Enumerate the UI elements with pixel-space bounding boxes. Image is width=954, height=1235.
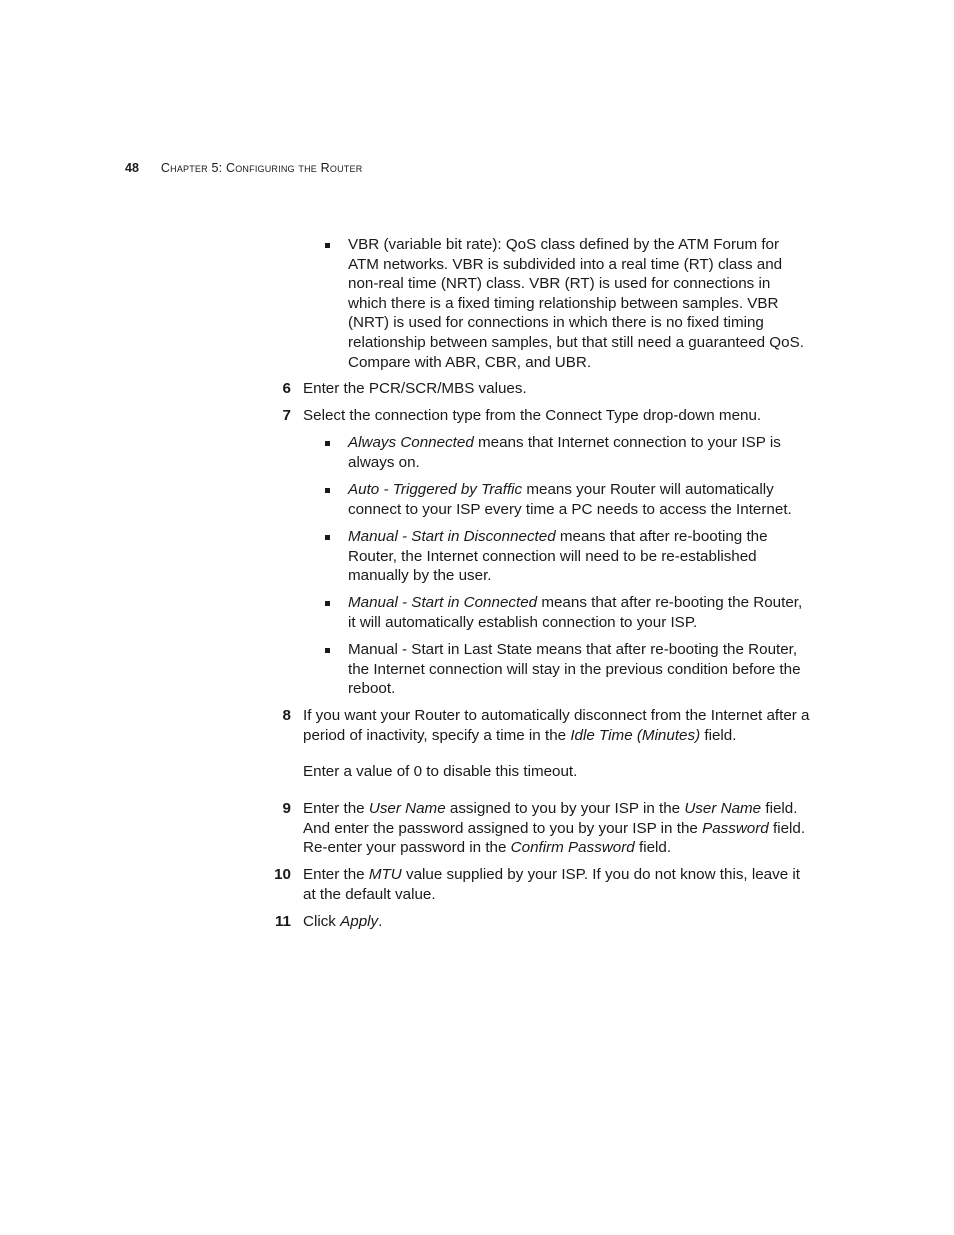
chapter-title: Chapter 5: Configuring the Router [160, 161, 363, 175]
step-number: 11 [274, 913, 291, 930]
text-run: field. And enter the password assigned to you by your ISP in the [303, 800, 798, 837]
page-header [125, 161, 362, 175]
text-run: field. Re-enter your password in the [303, 819, 806, 857]
step-number: 9 [282, 800, 291, 817]
bullet-marker [325, 441, 330, 446]
emphasis: Apply [340, 913, 379, 930]
text-run: field. [634, 839, 672, 857]
emphasis: Manual - Start in Connected [348, 594, 538, 611]
bullet-marker [325, 243, 330, 248]
step-text [303, 865, 813, 904]
bullet-marker [325, 601, 330, 606]
bullet-marker [325, 535, 330, 540]
text-run: Enter the [303, 800, 369, 817]
list-item-text: means that after re-booting the Router, it will automatically establish connection to your ISP. [348, 594, 803, 631]
step-number: 10 [274, 866, 291, 883]
step-text [303, 912, 813, 932]
text-run: If you want your Router to automatically disconnect from the Internet after a period of inactivity, specify a time in the [303, 707, 810, 744]
text-run: field. [700, 726, 737, 744]
emphasis: User Name [368, 800, 446, 817]
bullet-marker [325, 648, 330, 653]
text-run: value supplied by your ISP. If you do not know this, leave it at the default value. [303, 866, 800, 903]
list-item [348, 433, 813, 472]
step-number: 6 [282, 380, 291, 397]
list-item [348, 593, 813, 632]
list-item [348, 527, 813, 586]
text-run: assigned to you by your ISP in the [445, 800, 685, 817]
list-item [348, 480, 813, 519]
step-number: 7 [282, 407, 291, 424]
emphasis: Always Connected [348, 434, 474, 451]
step-text [303, 706, 813, 745]
list-item-text: means that Internet connection to your ISP is always on. [348, 434, 781, 471]
emphasis: User Name [684, 800, 762, 817]
text-run: Click [303, 913, 341, 930]
step-text: Select the connection type from the Connect Type drop-down menu. [303, 407, 762, 424]
text-run: Enter the [303, 866, 369, 883]
emphasis: Auto - Triggered by Traffic [348, 481, 523, 498]
list-item-text: means your Router will automatically connect to your ISP every time a PC needs to access the Internet. [348, 481, 792, 518]
emphasis: Password [702, 819, 769, 837]
emphasis: Confirm Password [510, 839, 635, 857]
step-number: 8 [282, 707, 291, 724]
step-note: Enter a value of 0 to disable this timeout. [303, 763, 578, 780]
list-item-text: means that after re-booting the Router, the Internet connection will need to be re-established manually by the user. [348, 528, 768, 585]
text-run: . [378, 913, 383, 930]
list-item [348, 640, 813, 699]
bullet-marker [325, 488, 330, 493]
emphasis: Manual - Start in Disconnected [348, 528, 556, 545]
emphasis: Idle Time (Minutes) [570, 726, 701, 744]
page-number: 48 [125, 161, 139, 175]
emphasis: MTU [368, 866, 402, 883]
list-item: VBR (variable bit rate): QoS class defined by the ATM Forum for ATM networks. VBR is subdivided into a real time (RT) class and non-real time (NRT) class. VBR (RT) is used for connections in which there is a fixed timing relationship between samples. VBR (NRT) is used for connections in which there is no fixed timing relationship between samples, but that still need a guaranteed QoS. Compare with ABR, CBR, and UBR. [348, 236, 804, 371]
list-item-text: Manual - Start in Last State means that after re-booting the Router, the Internet connection will stay in the previous condition before the reboot. [348, 641, 801, 698]
step-text: Enter the PCR/SCR/MBS values. [303, 380, 527, 397]
step-text [303, 799, 813, 858]
